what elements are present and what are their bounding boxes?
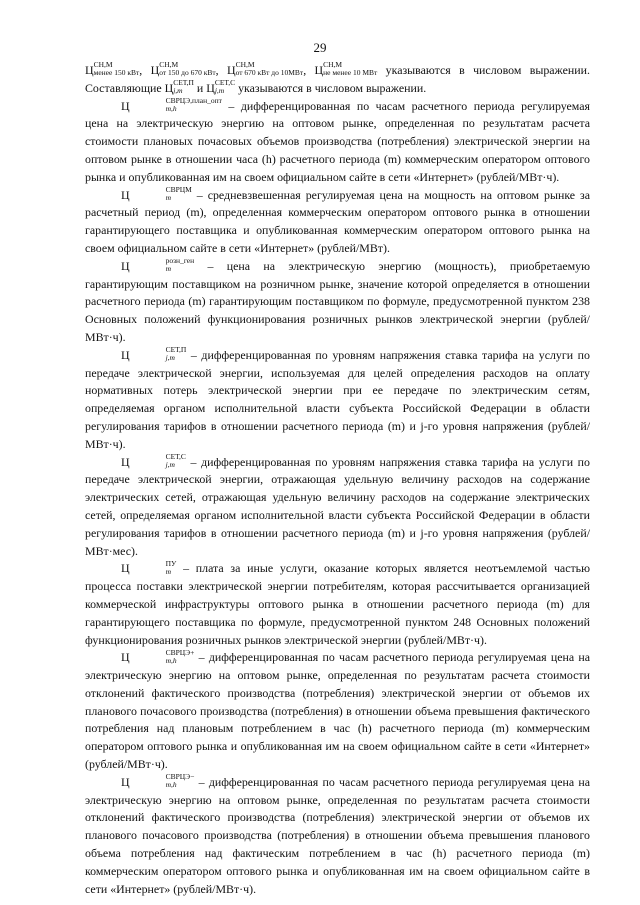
symbol-index: СЕТ,С j,m bbox=[165, 451, 186, 469]
symbol-index: СВРЦМ m bbox=[165, 184, 192, 202]
symbol-index: СВРЦЭ,план_опт m,h bbox=[165, 95, 222, 113]
paragraph-text: – плата за иные услуги, оказание которых является неотъемлемой частью процесса поставки электрической энергии потребителям, которая рассчитывается организацией коммерческой инфраструктуры оптового рынка в отношении расчетного периода (m) для гарантирующего поставщика по формуле, предусмотренной пунктом 248 Основных положений функционирования розничных рынков электрической энергии (рублей/МВт·ч). bbox=[85, 561, 590, 647]
symbol-c: Ц bbox=[314, 63, 324, 77]
paragraph-text: – дифференцированная по уровням напряжения ставка тарифа на услуги по передаче электрической энергии, отражающая удельную величину расходов на содержание электрических сетей, отражающая удельную величину расходов на содержание электрических сетей, определяемая органом исполнительной власти субъекта Российской Федерации в области регулирования тарифов в отношении расчетного периода (m) и j-го уровня напряжения (рублей/МВт·мес). bbox=[85, 454, 590, 558]
symbol-c: Ц bbox=[85, 63, 94, 77]
symbol-c: Ц bbox=[206, 80, 215, 95]
paragraph-set-c bbox=[85, 451, 590, 561]
page-number: 29 bbox=[313, 40, 327, 55]
symbol-c: Ц bbox=[121, 650, 130, 665]
symbol-c: Ц bbox=[121, 258, 130, 273]
paragraph-set-p bbox=[85, 347, 590, 454]
paragraph-svrcel bbox=[85, 95, 590, 187]
symbol-index: СН,М менее 150 кВт bbox=[93, 60, 140, 78]
symbol-index: СН,М от 670 кВт до 10МВт bbox=[235, 60, 304, 78]
symbol-c: Ц bbox=[121, 774, 130, 789]
symbol-index: СЕТ,П j,m bbox=[173, 78, 194, 96]
symbol-index: СВРЦЭ− m,h bbox=[165, 772, 195, 790]
paragraph-text: – цена на электрическую энергию (мощность), приобретаемую гарантирующим поставщиком на розничном рынке, значение которой определяется в отношении расчетного периода (m) гарантирующим поставщиком по формуле, предусмотренной пунктом 238 Основных положений функционирования розничных рынков электрической энергии (рублей/МВт·ч). bbox=[85, 258, 590, 344]
symbol-index: СЕТ,С j,m bbox=[214, 78, 236, 96]
symbol-c: Ц bbox=[164, 80, 174, 95]
symbol-index: СЕТ,П j,m bbox=[165, 345, 187, 363]
paragraph-text: – средневзвешенная регулируемая цена на мощность на оптовом рынке за расчетный период (m), определенная коммерческим оператором оптового рынка в отношении гарантирующего поставщика и опубликованная коммерческим оператором оптового рынка на своем официальном сайте в сети «Интернет» (рублей/МВт). bbox=[85, 187, 590, 255]
paragraph-pu bbox=[85, 560, 590, 649]
text-run: и bbox=[193, 80, 207, 95]
symbol-c: Ц bbox=[121, 98, 130, 113]
symbol-c: Ц bbox=[121, 187, 130, 202]
symbol-c: Ц bbox=[150, 63, 160, 77]
symbol-index: розн_ген m bbox=[165, 256, 195, 274]
document-body bbox=[85, 62, 590, 898]
paragraph-text: – дифференцированная по уровням напряжения ставка тарифа на услуги по передаче электрической энергии, используемая для целей определения расходов на оплату нормативных потерь электрической энергии при ее передаче по электрическим сетям, определяемая органом исполнительной власти субъекта Российской Федерации в области регулирования тарифов в отношении расчетного периода (m) и j-го уровня напряжения (рублей/МВт·ч). bbox=[85, 347, 590, 451]
paragraph-rozn-gen bbox=[85, 258, 590, 347]
symbol-index: СВРЦЭ+ m,h bbox=[165, 647, 195, 665]
symbol-c: Ц bbox=[226, 63, 236, 77]
paragraph-svrc-minus bbox=[85, 774, 590, 899]
paragraph-text: – дифференцированная по часам расчетного периода регулируемая цена на электрическую энергию на оптовом рынке, определенная по результатам расчета стоимости отклонений фактического производства (потребления) электрической энергии от объемов их планового почасового производства (потребления) в отношении объема превышения фактического потребления над плановым потреблением в час (h) расчетного периода (m) коммерческим оператором оптового рынка и опубликованная им на своем официальном сайте в сети «Интернет» (рублей/МВт·ч). bbox=[85, 650, 590, 772]
symbol-index: СН,М не менее 10 МВт bbox=[323, 60, 378, 78]
symbol-c: Ц bbox=[121, 347, 130, 362]
symbol-c: Ц bbox=[121, 561, 130, 576]
text-run: выражении. Составляющие bbox=[85, 63, 590, 95]
paragraph-svrc-plus bbox=[85, 649, 590, 774]
text-run: указываются в числовом bbox=[377, 63, 522, 77]
paragraph-text: – дифференцированная по часам расчетного периода регулируемая цена на электрическую энергию на оптовом рынке, определенная по результатам расчета стоимости отклонений фактического производства (потребления) электрической энергии от объемов их планового почасового производства (потребления) в отношении объема превышения планового объема потребления над фактическим потреблением в час (h) расчетного периода (m) коммерческим оператором оптового рынка и опубликованная им на своем официальном сайте в сети «Интернет» (рублей/МВт·ч). bbox=[85, 774, 590, 896]
symbol-index: ПУ m bbox=[165, 558, 177, 576]
symbol-index: СН,М от 150 до 670 кВт bbox=[159, 60, 216, 78]
paragraph-svrcm bbox=[85, 184, 590, 258]
paragraph-text: – дифференцированная по часам расчетного периода регулируемая цена на электрическую энергию на оптовом рынке, определенная по результатам расчета стоимости плановых почасовых объемов производства (потребления) электрической энергии на оптовом рынке в отношении часа (h) расчетного периода (m) коммерческим оператором оптового рынка и опубликованная им на своем официальном сайте в сети «Интернет» (рублей/МВт·ч). bbox=[85, 98, 590, 184]
symbol-c: Ц bbox=[121, 454, 130, 469]
text-run: указываются в числовом выражении. bbox=[235, 80, 427, 95]
paragraph-ts-components: Ц СН,М менее 150 кВт , Ц СН,М от 150 до 670 кВт , Ц СН,М от 670 кВт до 10МВт , Ц СН,М не менее 10 МВт указываются в числовом выражении. Составляющие Ц СЕТ,П j,m и Ц СЕТ,С j,m указываются в числовом выражении. bbox=[85, 60, 590, 96]
